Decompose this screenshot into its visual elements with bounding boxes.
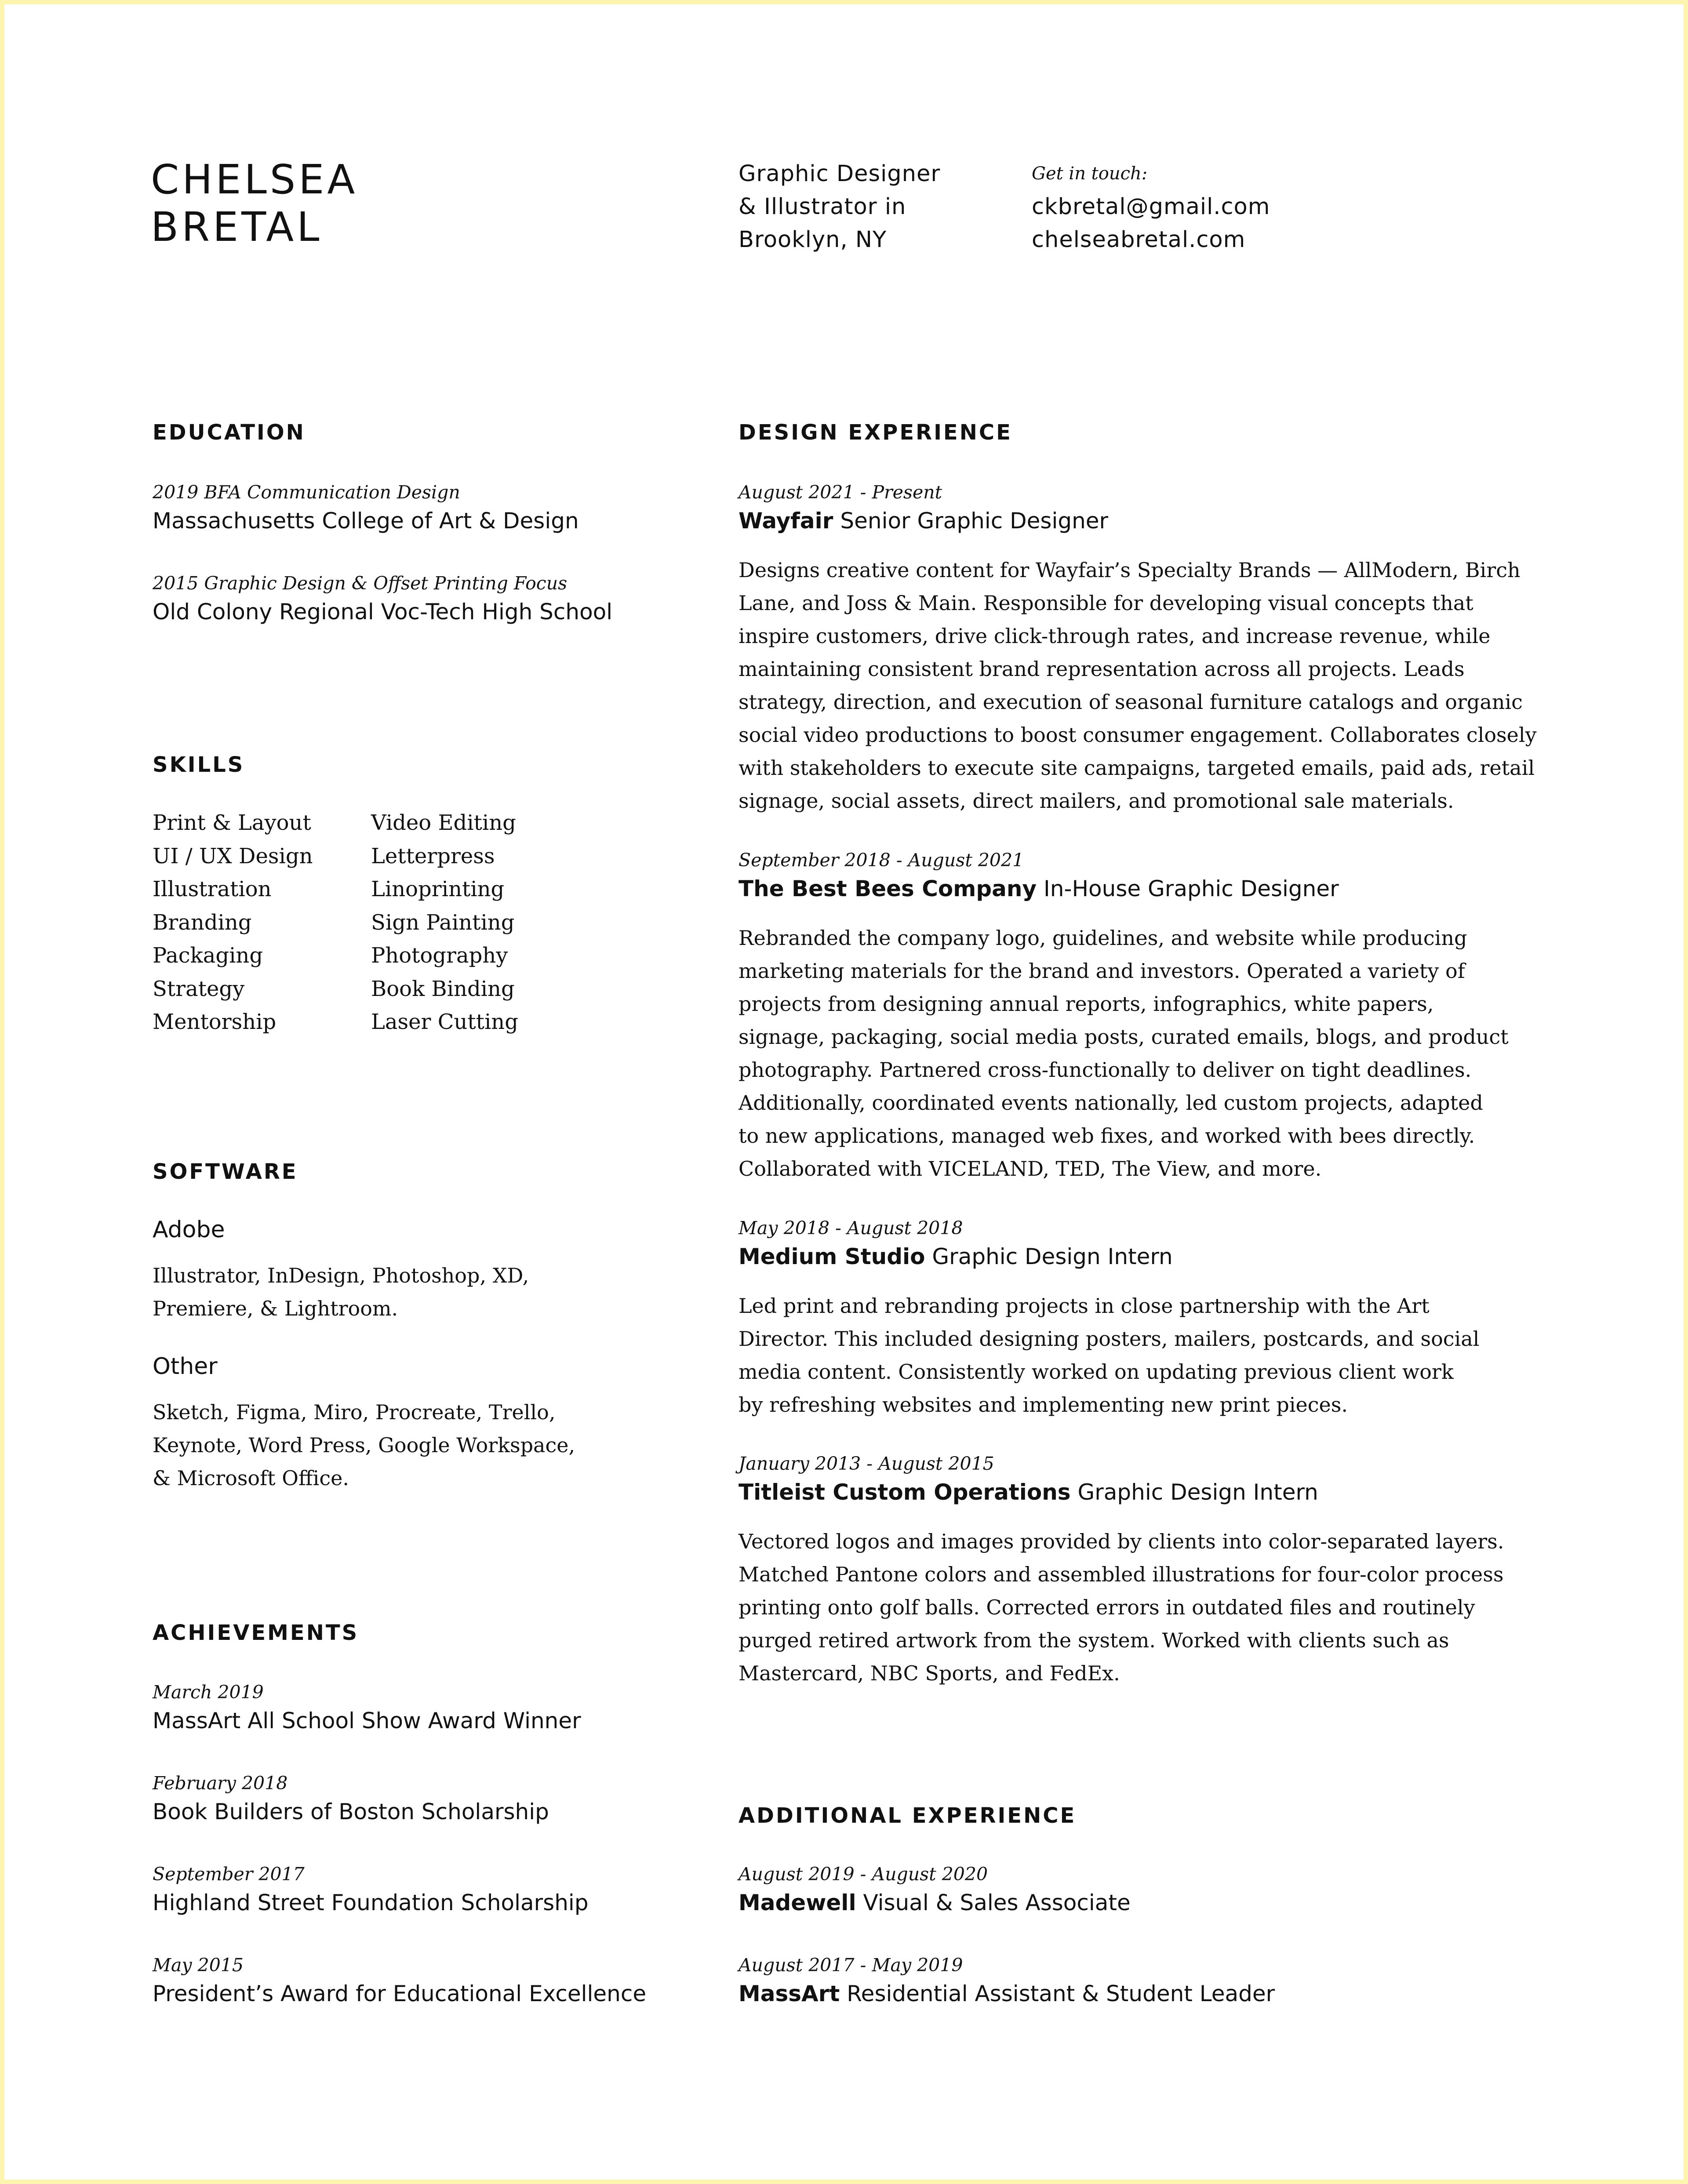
achievement-date: March 2019 <box>153 1682 264 1703</box>
job-description <box>738 1290 1479 1421</box>
education-item <box>153 479 579 536</box>
achievements-heading: ACHIEVEMENTS <box>153 1621 359 1645</box>
skill-item: Letterpress <box>371 843 495 869</box>
achievement-title: Highland Street Foundation Scholarship <box>153 1890 589 1915</box>
software-line: Premiere, & Lightroom. <box>153 1297 398 1320</box>
software-line: Illustrator, InDesign, Photoshop, XD, <box>153 1264 529 1287</box>
skills-heading: SKILLS <box>153 752 245 777</box>
job-date: August 2017 - May 2019 <box>738 1955 963 1976</box>
job-date: January 2013 - August 2015 <box>738 1453 994 1474</box>
software-adobe-label: Adobe <box>153 1217 225 1243</box>
education-school: Old Colony Regional Voc-Tech High School <box>153 599 613 625</box>
achievement-title: MassArt All School Show Award Winner <box>153 1708 581 1733</box>
job-company: Medium Studio <box>738 1244 925 1269</box>
description-line: maintaining consistent brand representation across all projects. Leads <box>738 657 1465 681</box>
education-item <box>153 570 612 627</box>
job-title <box>738 1978 1275 2009</box>
job-title <box>738 505 1108 536</box>
job-date: September 2018 - August 2021 <box>738 850 1024 871</box>
description-line: Collaborated with VICELAND, TED, The View, and more. <box>738 1157 1322 1181</box>
achievement-title: President’s Award for Educational Excellence <box>153 1981 647 2006</box>
job-title <box>738 1477 1318 1508</box>
additional-experience-heading: ADDITIONAL EXPERIENCE <box>738 1803 1077 1828</box>
job-company: Madewell <box>738 1890 856 1915</box>
description-line: signage, packaging, social media posts, curated emails, blogs, and product <box>738 1025 1509 1049</box>
software-other-list <box>153 1396 575 1495</box>
job-entry <box>738 1861 1131 1918</box>
description-line: strategy, direction, and execution of seasonal furniture catalogs and organic <box>738 690 1523 714</box>
software-heading: SOFTWARE <box>153 1159 298 1184</box>
name-last: BRETAL <box>151 204 323 251</box>
job-description <box>738 922 1509 1185</box>
description-line: Matched Pantone colors and assembled illustrations for four-color process <box>738 1563 1504 1586</box>
contact-block <box>1032 157 1270 256</box>
achievement-date: September 2017 <box>153 1864 305 1885</box>
software-other-label: Other <box>153 1353 218 1380</box>
job-role: Visual & Sales Associate <box>863 1890 1131 1915</box>
job-entry <box>738 1215 1173 1272</box>
job-role: Graphic Design Intern <box>932 1244 1173 1269</box>
job-title <box>738 1241 1173 1272</box>
skill-item: Book Binding <box>371 976 515 1001</box>
tagline-line: & Illustrator in <box>738 194 906 220</box>
skill-item: Video Editing <box>371 810 516 835</box>
skill-item: Linoprinting <box>371 877 505 901</box>
description-line: by refreshing websites and implementing new print pieces. <box>738 1393 1348 1417</box>
description-line: marketing materials for the brand and investors. Operated a variety of <box>738 959 1465 983</box>
job-role: Senior Graphic Designer <box>840 508 1109 534</box>
job-title <box>738 1887 1131 1918</box>
education-date: 2019 BFA Communication Design <box>153 482 460 503</box>
job-entry <box>738 479 1108 536</box>
description-line: social video productions to boost consumer engagement. Collaborates closely <box>738 723 1537 747</box>
tagline-line: Brooklyn, NY <box>738 227 887 253</box>
achievement-item <box>153 1861 589 1918</box>
description-line: Additionally, coordinated events nationally, led custom projects, adapted <box>738 1091 1483 1115</box>
job-role: Residential Assistant & Student Leader <box>847 1981 1275 2006</box>
achievement-title: Book Builders of Boston Scholarship <box>153 1799 549 1824</box>
description-line: Lane, and Joss & Main. Responsible for developing visual concepts that <box>738 591 1473 615</box>
job-date: May 2018 - August 2018 <box>738 1217 963 1239</box>
skill-item: Illustration <box>153 877 272 901</box>
description-line: inspire customers, drive click-through rates, and increase revenue, while <box>738 624 1491 648</box>
job-entry <box>738 847 1339 904</box>
description-line: purged retired artwork from the system. Worked with clients such as <box>738 1628 1449 1652</box>
job-date: August 2021 - Present <box>738 482 942 503</box>
achievement-item <box>153 1952 646 2009</box>
email-link[interactable]: ckbretal@gmail.com <box>1032 194 1270 220</box>
education-school: Massachusetts College of Art & Design <box>153 508 579 534</box>
description-line: projects from designing annual reports, infographics, white papers, <box>738 992 1434 1016</box>
job-company: MassArt <box>738 1981 840 2006</box>
job-description <box>738 554 1537 818</box>
description-line: with stakeholders to execute site campaigns, targeted emails, paid ads, retail <box>738 756 1535 780</box>
skill-item: Laser Cutting <box>371 1010 518 1034</box>
candidate-name <box>151 156 358 251</box>
job-company: The Best Bees Company <box>738 876 1037 901</box>
skill-item: Photography <box>371 943 508 968</box>
description-line: Rebranded the company logo, guidelines, and website while producing <box>738 926 1467 950</box>
description-line: media content. Consistently worked on updating previous client work <box>738 1360 1454 1384</box>
tagline-line: Graphic Designer <box>738 161 941 187</box>
job-title <box>738 873 1339 904</box>
skills-column-1 <box>153 807 313 1039</box>
skill-item: Print & Layout <box>153 810 311 835</box>
skill-item: Sign Painting <box>371 910 515 935</box>
description-line: printing onto golf balls. Corrected errors in outdated files and routinely <box>738 1595 1475 1619</box>
tagline <box>738 157 940 256</box>
skill-item: Strategy <box>153 976 245 1001</box>
job-company: Titleist Custom Operations <box>738 1479 1071 1505</box>
job-entry <box>738 1450 1318 1508</box>
software-adobe-list <box>153 1259 529 1325</box>
job-company: Wayfair <box>738 508 833 534</box>
job-role: In-House Graphic Designer <box>1043 876 1339 901</box>
description-line: Designs creative content for Wayfair’s Specialty Brands — AllModern, Birch <box>738 558 1521 582</box>
job-description <box>738 1525 1504 1690</box>
achievement-item <box>153 1770 549 1827</box>
website-link[interactable]: chelseabretal.com <box>1032 227 1246 253</box>
description-line: to new applications, managed web fixes, and worked with bees directly. <box>738 1124 1475 1148</box>
description-line: Vectored logos and images provided by clients into color-separated layers. <box>738 1530 1504 1553</box>
description-line: photography. Partnered cross-functionally to deliver on tight deadlines. <box>738 1058 1472 1082</box>
skill-item: Mentorship <box>153 1010 276 1034</box>
achievement-item <box>153 1679 581 1736</box>
skills-column-2 <box>371 807 518 1039</box>
skill-item: Branding <box>153 910 252 935</box>
skill-item: UI / UX Design <box>153 843 313 869</box>
software-line: Sketch, Figma, Miro, Procreate, Trello, <box>153 1400 556 1424</box>
job-role: Graphic Design Intern <box>1077 1479 1318 1505</box>
description-line: Director. This included designing posters, mailers, postcards, and social <box>738 1327 1480 1351</box>
description-line: signage, social assets, direct mailers, and promotional sale materials. <box>738 789 1454 813</box>
achievement-date: May 2015 <box>153 1955 244 1976</box>
job-entry <box>738 1952 1275 2009</box>
description-line: Led print and rebranding projects in close partnership with the Art <box>738 1294 1430 1318</box>
software-line: Keynote, Word Press, Google Workspace, <box>153 1433 575 1457</box>
job-date: August 2019 - August 2020 <box>738 1864 988 1885</box>
design-experience-heading: DESIGN EXPERIENCE <box>738 420 1012 445</box>
achievement-date: February 2018 <box>153 1773 288 1794</box>
contact-label: Get in touch: <box>1032 164 1148 184</box>
software-line: & Microsoft Office. <box>153 1466 349 1490</box>
education-heading: EDUCATION <box>153 420 306 445</box>
name-first: CHELSEA <box>151 156 358 203</box>
education-date: 2015 Graphic Design & Offset Printing Focus <box>153 573 568 594</box>
description-line: Mastercard, NBC Sports, and FedEx. <box>738 1661 1120 1685</box>
skill-item: Packaging <box>153 943 263 968</box>
